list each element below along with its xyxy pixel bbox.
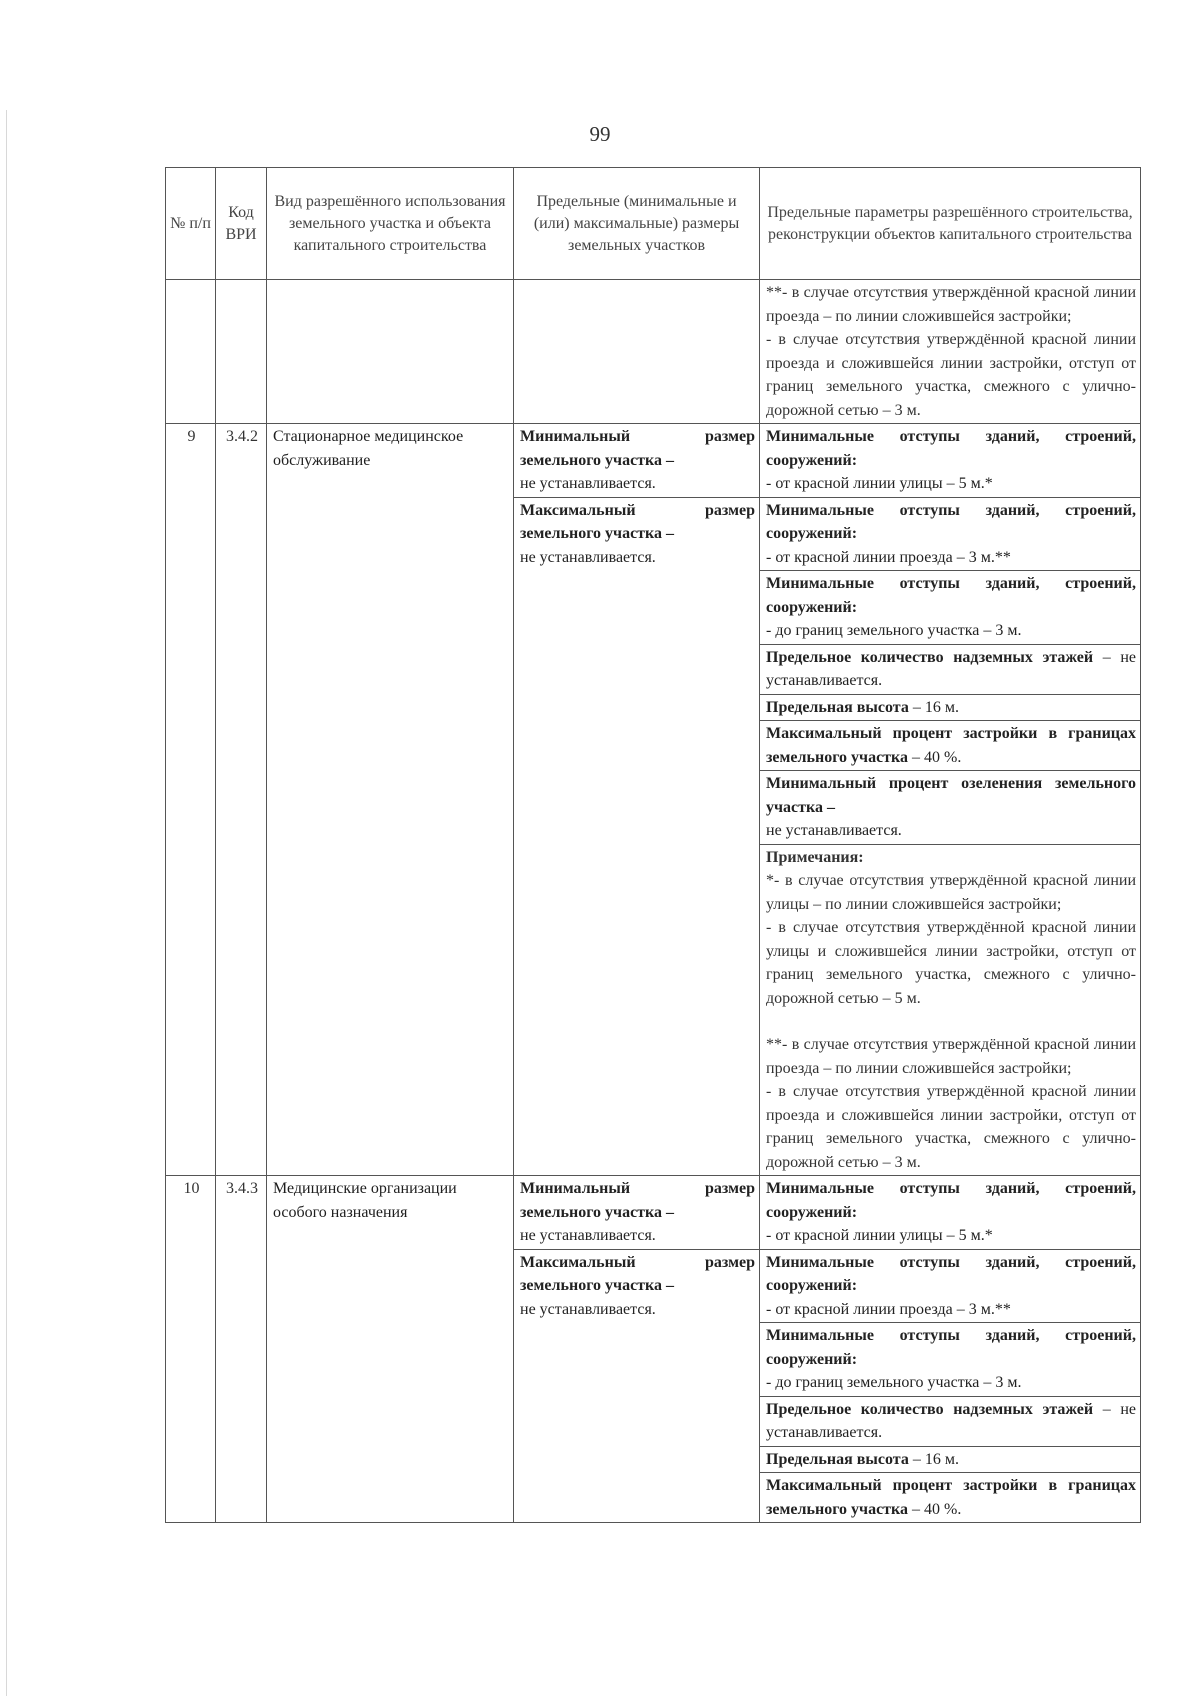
note-spacer <box>766 1010 1136 1033</box>
scan-edge <box>6 110 7 1696</box>
param-label: Предельная высота <box>766 1450 909 1468</box>
param-label: Минимальные отступы зданий, строений, сооружений: <box>766 1180 1136 1221</box>
min-lot-label: Минимальный размер земельного участка – <box>520 428 755 469</box>
param-label: Максимальный процент застройки в границах земельного участка <box>766 725 1136 766</box>
param-value: – 16 м. <box>912 698 959 716</box>
note-line: - в случае отсутствия утверждённой красной линии улицы и сложившейся линии застройки, отступ от границ земельного участка, смежного с улично-дорожной сетью – 5 м. <box>766 919 1136 1007</box>
param-value: - от красной линии улицы – 5 м.* <box>766 475 993 492</box>
max-lot-label: Максимальный размер земельного участка – <box>520 1253 755 1294</box>
param-setback-street <box>760 1176 1141 1250</box>
min-lot-size <box>514 1176 760 1250</box>
note-line: - в случае отсутствия утверждённой красной линии проезда и сложившейся линии застройки, отступ от границ земельного участка, смежного с улично-дорожной сетью – 3 м. <box>766 1083 1136 1171</box>
param-value: – 16 м. <box>912 1450 959 1468</box>
header-params: Предельные параметры разрешённого строительства, реконструкции объектов капитального строительства <box>760 168 1141 280</box>
min-lot-value: не устанавливается. <box>520 1227 656 1244</box>
param-value: – не устанавливается. <box>766 648 1136 689</box>
row-kind: Медицинские организации особого назначения <box>267 1176 514 1523</box>
param-greenery <box>760 771 1141 845</box>
row-code: 3.4.3 <box>216 1176 267 1523</box>
param-coverage <box>760 721 1141 771</box>
param-label: Минимальные отступы зданий, строений, сооружений: <box>766 501 1136 542</box>
param-value: - до границ земельного участка – 3 м. <box>766 1374 1022 1391</box>
header-code: Код ВРИ <box>216 168 267 280</box>
param-label: Максимальный процент застройки в границах земельного участка <box>766 1477 1136 1518</box>
param-value: - от красной линии улицы – 5 м.* <box>766 1227 993 1244</box>
param-label: Минимальные отступы зданий, строений, сооружений: <box>766 1253 1136 1294</box>
param-label: Предельное количество надземных этажей <box>766 648 1094 666</box>
note-line: **- в случае отсутствия утверждённой красной линии проезда – по линии сложившейся застройки; <box>766 284 1136 325</box>
table-row <box>166 424 1141 498</box>
cell-empty <box>216 280 267 424</box>
param-height <box>760 1446 1141 1473</box>
row-number: 9 <box>166 424 216 1176</box>
max-lot-size <box>514 1249 760 1523</box>
param-label: Предельная высота <box>766 698 909 716</box>
continuation-notes <box>760 280 1141 424</box>
param-label: Предельное количество надземных этажей <box>766 1400 1094 1418</box>
header-lot-size: Предельные (минимальные и (или) максимальные) размеры земельных участков <box>514 168 760 280</box>
row-kind: Стационарное медицинское обслуживание <box>267 424 514 1176</box>
max-lot-label: Максимальный размер земельного участка – <box>520 501 755 542</box>
min-lot-value: не устанавливается. <box>520 475 656 492</box>
param-label: Минимальные отступы зданий, строений, сооружений: <box>766 428 1136 469</box>
param-value: – 40 %. <box>912 1500 962 1518</box>
note-line: *- в случае отсутствия утверждённой красной линии улицы – по линии сложившейся застройки; <box>766 872 1136 913</box>
cell-empty <box>514 280 760 424</box>
param-value: - от красной линии проезда – 3 м.** <box>766 548 1011 566</box>
max-lot-value: не устанавливается. <box>520 1300 656 1318</box>
header-num: № п/п <box>166 168 216 280</box>
param-label: Минимальные отступы зданий, строений, сооружений: <box>766 1327 1136 1368</box>
table-row-continuation <box>166 280 1141 424</box>
max-lot-size <box>514 497 760 1176</box>
notes-title: Примечания: <box>766 848 864 866</box>
param-coverage <box>760 1473 1141 1523</box>
param-floors <box>760 644 1141 694</box>
param-height <box>760 694 1141 721</box>
header-kind: Вид разрешённого использования земельного участка и объекта капитального строительства <box>267 168 514 280</box>
row-number: 10 <box>166 1176 216 1523</box>
min-lot-size <box>514 424 760 498</box>
param-setback-boundary <box>760 571 1141 645</box>
page-number: 99 <box>589 122 611 146</box>
param-value: - до границ земельного участка – 3 м. <box>766 622 1022 639</box>
min-lot-label: Минимальный размер земельного участка – <box>520 1180 755 1221</box>
table-header-row <box>166 168 1141 280</box>
param-value: – не устанавливается. <box>766 1400 1136 1441</box>
param-setback-driveway <box>760 1249 1141 1323</box>
param-label: Минимальные отступы зданий, строений, сооружений: <box>766 575 1136 616</box>
cell-empty <box>166 280 216 424</box>
param-value: - от красной линии проезда – 3 м.** <box>766 1300 1011 1318</box>
table-row <box>166 1176 1141 1250</box>
row-code: 3.4.2 <box>216 424 267 1176</box>
param-setback-driveway <box>760 497 1141 571</box>
note-line: **- в случае отсутствия утверждённой красной линии проезда – по линии сложившейся застройки; <box>766 1036 1136 1077</box>
param-floors <box>760 1396 1141 1446</box>
param-value: не устанавливается. <box>766 822 902 839</box>
param-label: Минимальный процент озеленения земельного участка – <box>766 775 1136 816</box>
note-line: - в случае отсутствия утверждённой красной линии проезда и сложившейся линии застройки, отступ от границ земельного участка, смежного с улично-дорожной сетью – 3 м. <box>766 331 1136 419</box>
notes-cell <box>760 844 1141 1176</box>
param-setback-street <box>760 424 1141 498</box>
param-value: – 40 %. <box>912 748 962 766</box>
cell-empty <box>267 280 514 424</box>
regulations-table <box>165 167 1141 1523</box>
param-setback-boundary <box>760 1323 1141 1397</box>
max-lot-value: не устанавливается. <box>520 548 656 566</box>
